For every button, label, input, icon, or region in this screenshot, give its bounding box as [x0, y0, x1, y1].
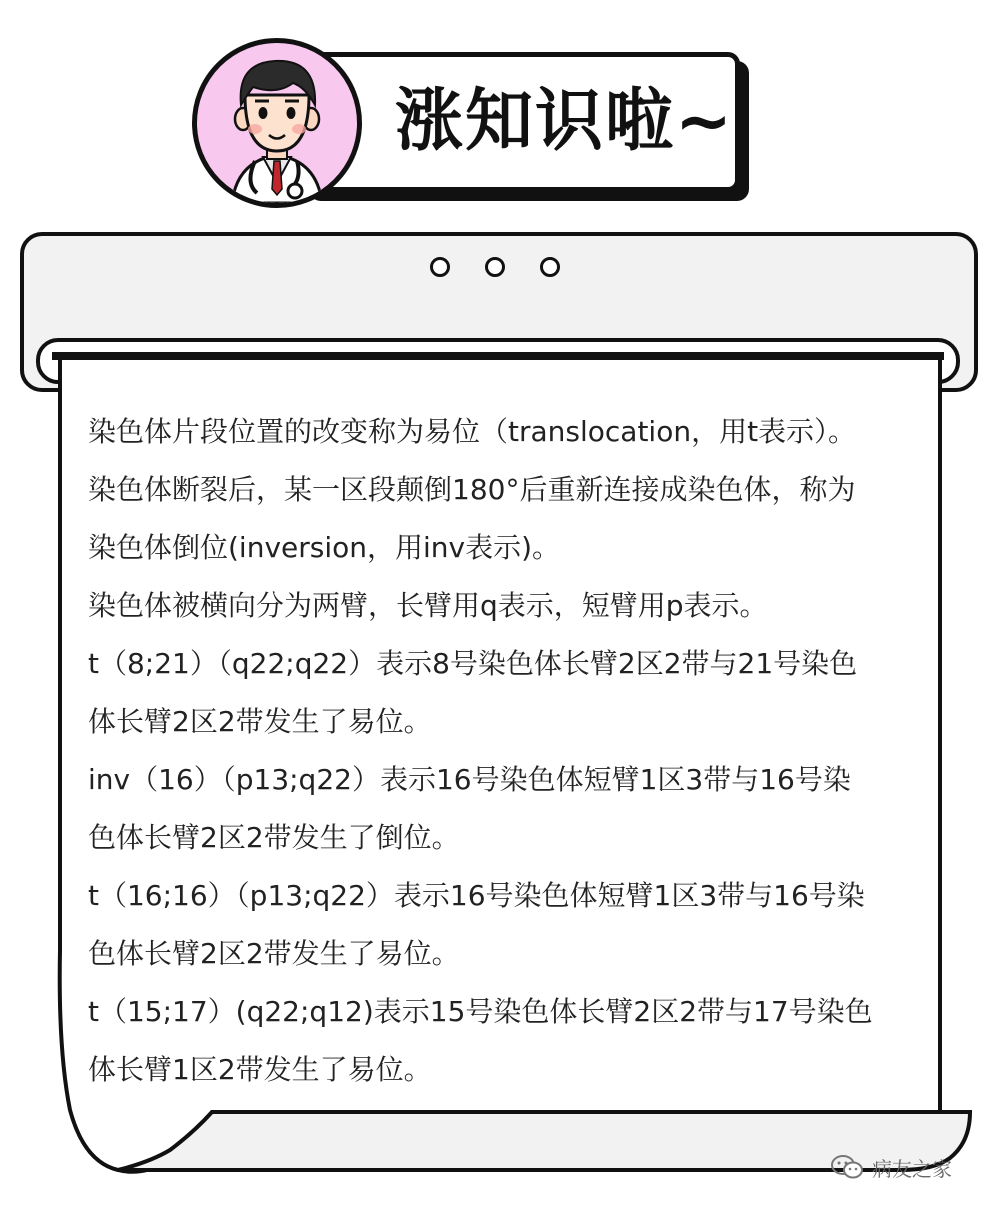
doctor-avatar-icon	[197, 43, 357, 203]
content-line: 染色体片段位置的改变称为易位（translocation，用t表示）。	[88, 415, 857, 448]
content-line: 染色体断裂后，某一区段颠倒180°后重新连接成染色体，称为	[88, 473, 856, 506]
content-line: 色体长臂2区2带发生了易位。	[88, 937, 460, 970]
window-dot-3	[540, 257, 560, 277]
content-line: t（16;16）（p13;q22）表示16号染色体短臂1区3带与16号染	[88, 879, 865, 912]
watermark-text: 病友之家	[872, 1156, 952, 1181]
slot-bar	[52, 352, 944, 360]
page-title: 涨知识啦~	[395, 82, 734, 161]
content-line: 色体长臂2区2带发生了倒位。	[88, 821, 460, 854]
content-line: 染色体倒位(inversion，用inv表示)。	[88, 531, 561, 564]
wechat-icon	[830, 1153, 864, 1181]
content-line: 染色体被横向分为两臂，长臂用q表示，短臂用p表示。	[88, 589, 768, 622]
content-line: t（15;17）(q22;q12)表示15号染色体长臂2区2带与17号染色	[88, 995, 873, 1028]
content-line: 体长臂1区2带发生了易位。	[88, 1053, 432, 1086]
content-line: 体长臂2区2带发生了易位。	[88, 705, 432, 738]
content-text	[88, 403, 928, 1099]
content-line: t（8;21）（q22;q22）表示8号染色体长臂2区2带与21号染色	[88, 647, 858, 680]
window-dot-1	[430, 257, 450, 277]
content-line: inv（16）（p13;q22）表示16号染色体短臂1区3带与16号染	[88, 763, 851, 796]
watermark	[830, 1150, 952, 1184]
doctor-avatar	[192, 38, 362, 208]
window-dot-2	[485, 257, 505, 277]
